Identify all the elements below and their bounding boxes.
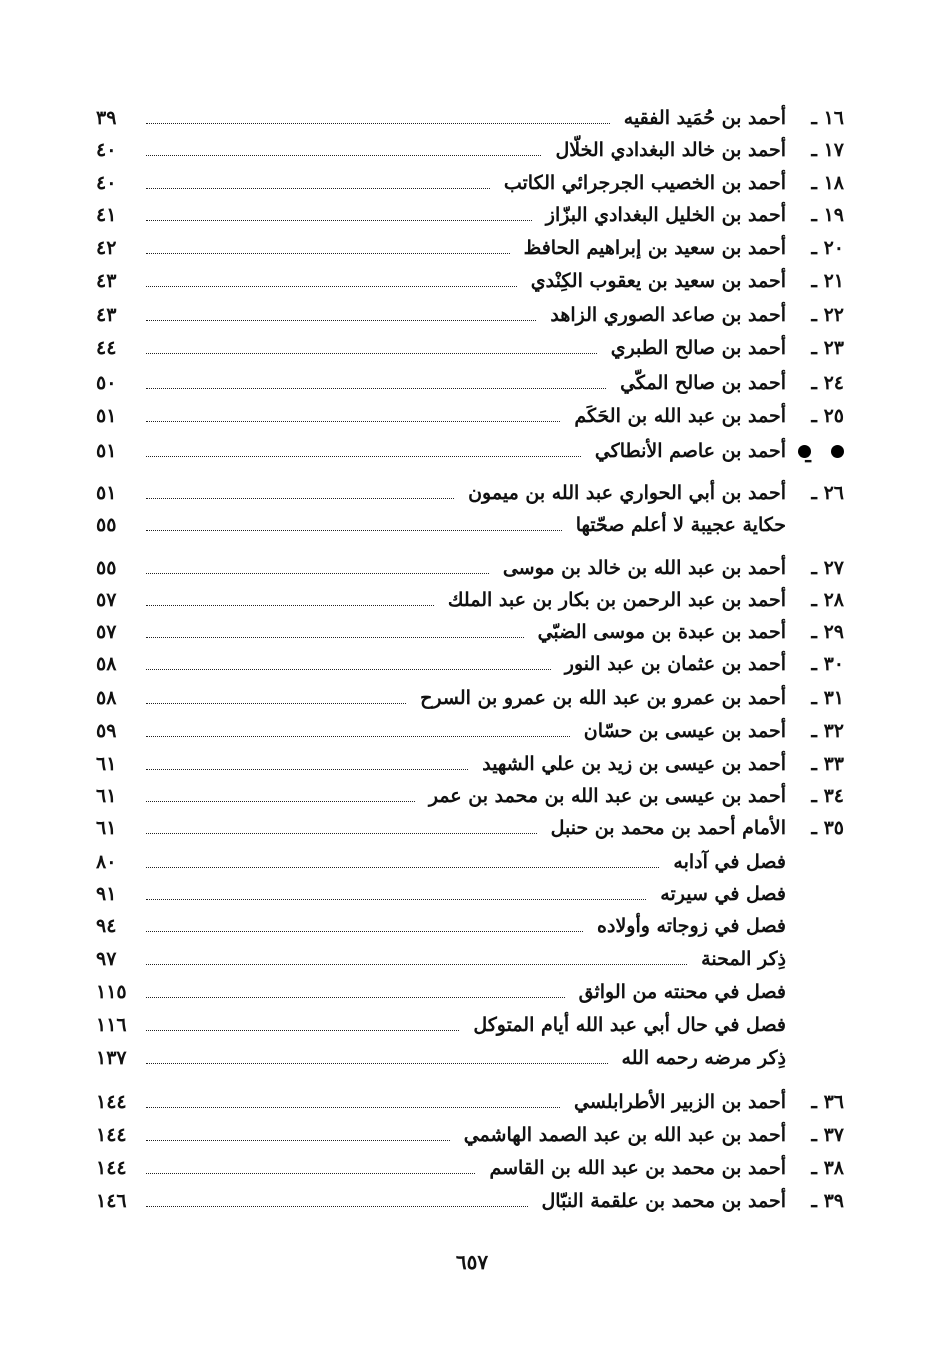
dot-leader (146, 154, 541, 156)
entry-number: ١٨ ـ (811, 172, 844, 194)
toc-entry (96, 813, 844, 843)
toc-entry (96, 135, 844, 165)
dot-leader (146, 996, 565, 998)
toc-entry (96, 510, 844, 540)
toc-entry (96, 1120, 844, 1150)
entry-number: ٣٤ ـ (811, 785, 844, 807)
toc-entry (96, 649, 844, 679)
dot-leader (146, 735, 570, 737)
entry-title: أحمد بن صالح المكّي (620, 372, 786, 394)
dot-leader (146, 219, 532, 221)
entry-title: أحمد بن عبد الله بن الحَكَم (574, 405, 786, 427)
entry-title: فصل في سيرته (660, 883, 786, 905)
entry-page: ٥١ (96, 482, 117, 504)
entry-page: ٩١ (96, 883, 117, 905)
entry-title: أحمد بن عيسى بن عبد الله بن محمد بن عمر (428, 785, 786, 807)
entry-title: أحمد بن محمد بن عبد الله بن القاسم (489, 1157, 786, 1179)
toc-entry (96, 1186, 844, 1216)
dot-leader (146, 1172, 475, 1174)
entry-title: أحمد بن الخليل البغدادي البزّاز (545, 204, 786, 226)
toc-entry (96, 168, 844, 198)
entry-page: ٥٥ (96, 514, 117, 536)
entry-title: أحمد بن عبدة بن موسى الضبّي (537, 621, 786, 643)
toc-entry (96, 368, 844, 398)
entry-title: أحمد بن عبد الله بن خالد بن موسى (502, 557, 786, 579)
dot-leader (146, 832, 537, 834)
entry-page: ٦١ (96, 817, 117, 839)
entry-number: ٢٤ ـ (811, 372, 844, 394)
entry-title: أحمد بن عيسى بن حسّان (583, 720, 786, 742)
entry-title: أحمد بن عثمان بن عبد النور (564, 653, 786, 675)
entry-number: ٢٦ ـ (811, 482, 844, 504)
toc-entry (96, 944, 844, 974)
entry-page: ٤٢ (96, 237, 117, 259)
dot-leader (146, 702, 406, 704)
entry-page: ٣٩ (96, 107, 117, 129)
toc-entry (96, 333, 844, 363)
entry-page: ٥٩ (96, 720, 117, 742)
entry-page: ٥٨ (96, 653, 117, 675)
entry-title: فصل في محنته من الواثق (578, 981, 786, 1003)
entry-page: ٤٠ (96, 172, 117, 194)
toc-entry (96, 1087, 844, 1117)
toc-entry (96, 103, 844, 133)
entry-page: ٤٣ (96, 304, 117, 326)
entry-title: أحمد بن أبي الحواري عبد الله بن ميمون (468, 482, 786, 504)
dot-leader (146, 497, 454, 499)
page-number: ٦٥٧ (455, 1250, 489, 1274)
dot-leader (146, 1205, 528, 1207)
entry-page: ٥١ (96, 440, 117, 462)
toc-entry (96, 1043, 844, 1073)
entry-page: ١٤٤ (96, 1091, 127, 1113)
entry-number: ٣٥ ـ (811, 817, 844, 839)
entry-title: ذِكر المحنة (701, 948, 786, 970)
toc-entry (96, 749, 844, 779)
dot-leader (146, 866, 659, 868)
entry-page: ٥١ (96, 405, 117, 427)
toc-entry (96, 617, 844, 647)
entry-title: أحمد بن الزبير الأطرابلسي (574, 1091, 786, 1113)
toc-entry (96, 911, 844, 941)
toc-entry (96, 847, 844, 877)
dot-leader (146, 898, 646, 900)
entry-number: ٣٣ ـ (811, 753, 844, 775)
dot-leader (146, 420, 560, 422)
entry-number: ٣٩ ـ (811, 1190, 844, 1212)
entry-title: فصل في حال أبي عبد الله أيام المتوكل (473, 1014, 786, 1036)
dot-leader (146, 930, 583, 932)
entry-title: أحمد بن عبد الله بن عبد الصمد الهاشمي (463, 1124, 786, 1146)
toc-entry (96, 478, 844, 508)
entry-title: أحمد بن صالح الطبري (610, 337, 786, 359)
entry-title: أحمد بن عبد الرحمن بن بكار بن عبد الملك (447, 589, 786, 611)
entry-number: ٢٧ ـ (811, 557, 844, 579)
toc-entry (96, 879, 844, 909)
entry-number: ٣٧ ـ (811, 1124, 844, 1146)
dot-leader (146, 252, 510, 254)
entry-number: ٢٩ ـ (811, 621, 844, 643)
entry-page: ١١٦ (96, 1014, 127, 1036)
toc-entry (96, 401, 844, 431)
entry-title: أحمد بن محمد بن علقمة النبّال (541, 1190, 786, 1212)
entry-number: ٣٠ ـ (811, 653, 844, 675)
entry-page: ٤٠ (96, 139, 117, 161)
dot-leader (146, 800, 415, 802)
entry-number: ٣٦ ـ (811, 1091, 844, 1113)
dot-leader (146, 1139, 450, 1141)
entry-title: أحمد بن حُمَيد الفقيه (623, 107, 786, 129)
entry-page: ٤١ (96, 204, 117, 226)
entry-title: أحمد بن عيسى بن زيد بن علي الشهيد (482, 753, 786, 775)
entry-page: ٥٠ (96, 372, 117, 394)
dot-leader (146, 668, 551, 670)
entry-title: أحمد بن عمرو بن عبد الله بن عمرو بن السرح (420, 687, 786, 709)
entry-page: ٦١ (96, 785, 117, 807)
dot-leader (146, 319, 536, 321)
entry-title: فصل في آدابه (673, 851, 786, 873)
dot-leader (146, 636, 524, 638)
entry-number: ١٦ ـ (811, 107, 844, 129)
entry-number: ٢٥ ـ (811, 405, 844, 427)
dot-leader (146, 1062, 608, 1064)
toc-entry (96, 200, 844, 230)
entry-page: ١٤٤ (96, 1157, 127, 1179)
toc-entry (96, 977, 844, 1007)
entry-title: أحمد بن صاعد الصوري الزاهد (550, 304, 786, 326)
entry-title: أحمد بن عاصم الأنطاكي (594, 440, 786, 462)
dot-leader (146, 187, 490, 189)
dot-leader (146, 122, 610, 124)
toc-entry (96, 300, 844, 330)
toc-entry (96, 585, 844, 615)
entry-title: فصل في زوجاته وأولاده (597, 915, 786, 937)
entry-page: ٦١ (96, 753, 117, 775)
dot-leader (146, 1106, 560, 1108)
entry-number: ١٧ ـ (811, 139, 844, 161)
bullet-icon (786, 444, 844, 467)
toc-entry (96, 553, 844, 583)
toc-entry (96, 266, 844, 296)
entry-title: أحمد بن خالد البغدادي الخلّال (555, 139, 786, 161)
entry-number: ٢٠ ـ (811, 237, 844, 259)
entry-title: الأمام أحمد بن محمد بن حنبل (550, 817, 786, 839)
entry-number: ٢٢ ـ (811, 304, 844, 326)
entry-number: ٣٨ ـ (811, 1157, 844, 1179)
toc-entry (96, 233, 844, 263)
entry-number: ٢٣ ـ (811, 337, 844, 359)
toc-entry (96, 683, 844, 713)
dot-leader (146, 352, 597, 354)
toc-entry (96, 436, 844, 466)
entry-number: ٣٢ ـ (811, 720, 844, 742)
entry-title: ذِكر مرضه رحمه الله (621, 1047, 786, 1069)
toc-entry (96, 781, 844, 811)
entry-number: ٣١ ـ (811, 687, 844, 709)
entry-number: ٢١ ـ (811, 270, 844, 292)
entry-marker: ـ (798, 445, 811, 458)
entry-page: ١١٥ (96, 981, 127, 1003)
entry-page: ٥٥ (96, 557, 117, 579)
entry-page: ١٤٤ (96, 1124, 127, 1146)
entry-page: ٤٤ (96, 337, 117, 359)
dot-leader (146, 285, 517, 287)
entry-number: ١٩ ـ (811, 204, 844, 226)
entry-page: ٥٧ (96, 621, 117, 643)
entry-page: ٩٤ (96, 915, 117, 937)
dot-leader (146, 604, 434, 606)
entry-number: ٢٨ ـ (811, 589, 844, 611)
entry-page: ٥٧ (96, 589, 117, 611)
entry-page: ١٤٦ (96, 1190, 127, 1212)
entry-title: أحمد بن الخصيب الجرجرائي الكاتب (503, 172, 786, 194)
entry-page: ٩٧ (96, 948, 117, 970)
entry-page: ٥٨ (96, 687, 117, 709)
dot-leader (146, 529, 562, 531)
entry-page: ٤٣ (96, 270, 117, 292)
dot-leader (146, 387, 606, 389)
toc-entry (96, 1153, 844, 1183)
toc-entry (96, 716, 844, 746)
dot-leader (146, 455, 581, 457)
entry-page: ١٣٧ (96, 1047, 127, 1069)
dot-leader (146, 1029, 459, 1031)
entry-page: ٨٠ (96, 851, 117, 873)
toc-entry (96, 1010, 844, 1040)
dot-leader (146, 572, 489, 574)
dot-leader (146, 768, 468, 770)
entry-title: أحمد بن سعيد بن إبراهيم الحافظ (523, 237, 786, 259)
dot-leader (146, 963, 687, 965)
entry-title: حكاية عجيبة لا أعلم صحّتها (575, 514, 786, 536)
entry-title: أحمد بن سعيد بن يعقوب الكِنْدي (530, 270, 786, 292)
